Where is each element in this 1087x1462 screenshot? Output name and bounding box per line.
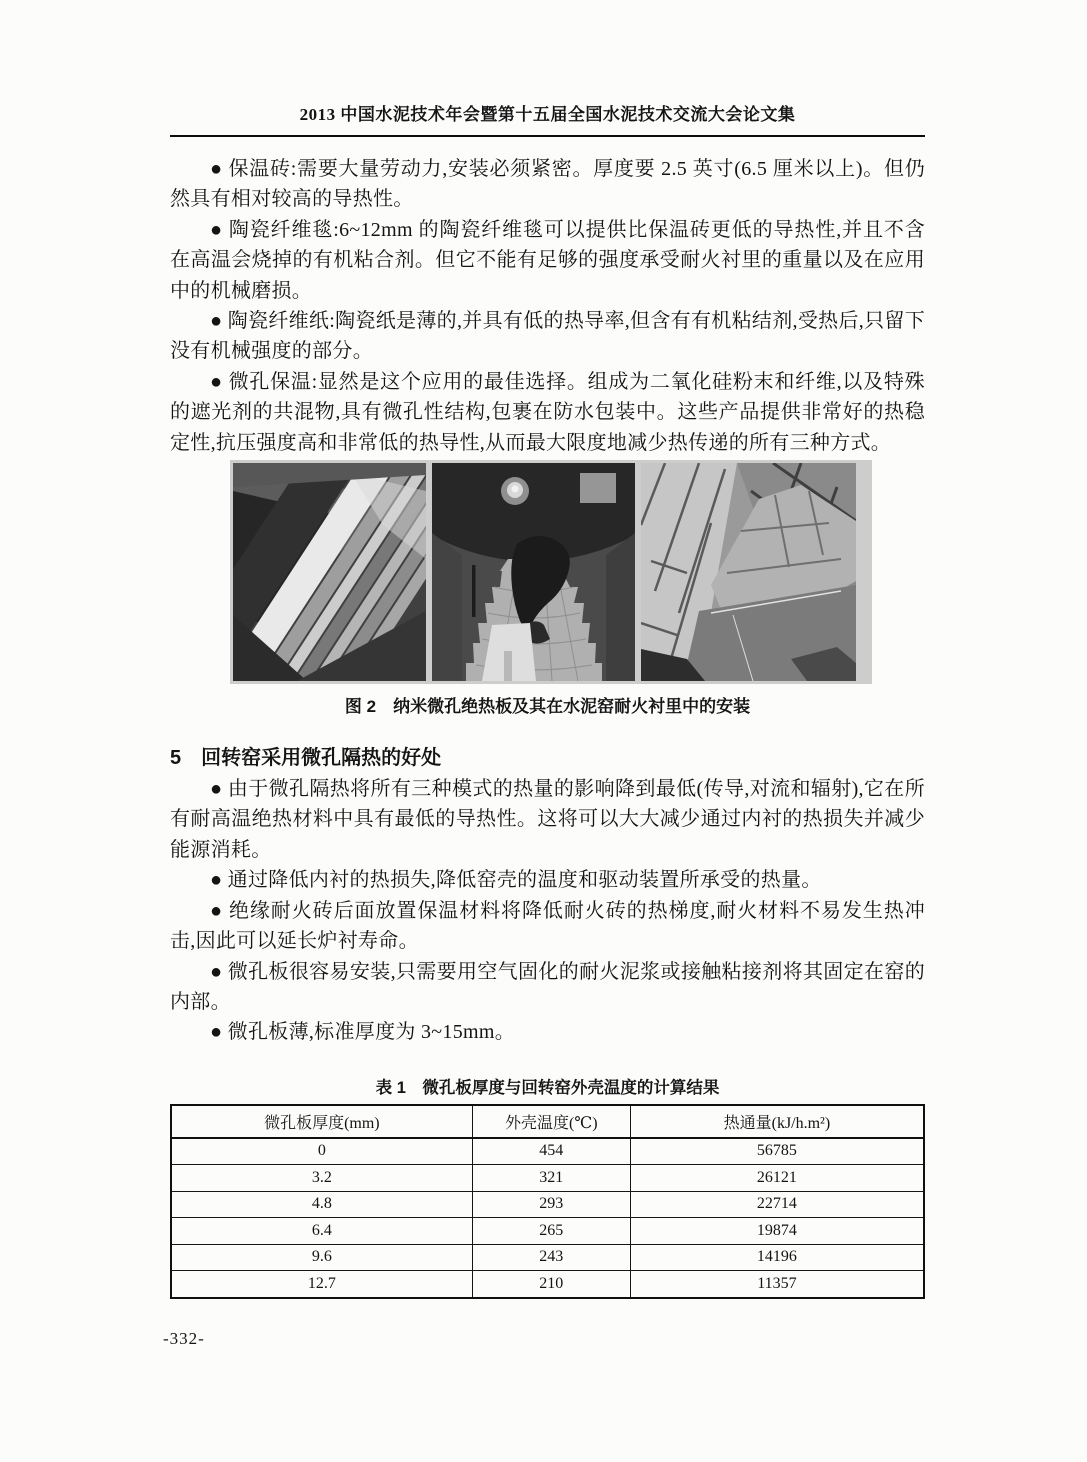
bullet-paragraph-microporous-insulation: ● 微孔保温:显然是这个应用的最佳选择。组成为二氧化硅粉末和纤维,以及特殊的遮光剂的共混物,具有微孔性结构,包裹在防水包装中。这些产品提供非常好的热稳定性,抗压强度高和非常低的热导性,从而最大限度地减少热传递的所有三种方式。 (170, 370, 925, 454)
table-cell: 56785 (630, 1138, 924, 1165)
table-cell: 243 (472, 1244, 630, 1271)
table-row (171, 1271, 924, 1298)
table-row (171, 1218, 924, 1245)
table-row (171, 1244, 924, 1271)
table-cell: 11357 (630, 1271, 924, 1298)
table-1-caption: 表 1 微孔板厚度与回转窑外壳温度的计算结果 (375, 1078, 720, 1097)
table-cell: 321 (472, 1165, 630, 1192)
table-cell: 12.7 (171, 1271, 472, 1298)
table-row (171, 1138, 924, 1165)
bullet-paragraph-lower-shell-temperature: ● 通过降低内衬的热损失,降低窑壳的温度和驱动装置所承受的热量。 (210, 869, 822, 892)
insulation-boards-photo (233, 463, 426, 681)
table-header-thickness: 微孔板厚度(mm) (171, 1105, 472, 1138)
header-rule (170, 135, 925, 137)
table-cell: 19874 (630, 1218, 924, 1245)
figure-2-photo-strip (230, 460, 872, 684)
table-cell: 454 (472, 1138, 630, 1165)
refractory-brick-lining-photo (641, 463, 856, 681)
results-table (170, 1104, 925, 1299)
table-row (171, 1191, 924, 1218)
table-cell: 14196 (630, 1244, 924, 1271)
table-header-heat-flux: 热通量(kJ/h.m²) (630, 1105, 924, 1138)
figure-2-caption: 图 2 纳米微孔绝热板及其在水泥窑耐火衬里中的安装 (344, 697, 751, 717)
table-cell: 3.2 (171, 1165, 472, 1192)
table-cell: 9.6 (171, 1244, 472, 1271)
bullet-paragraph-lowest-conductivity: ● 由于微孔隔热将所有三种模式的热量的影响降到最低(传导,对流和辐射),它在所有耐高温绝热材料中具有最低的导热性。这将可以大大减少通过内衬的热损失并减少能源消耗。 (170, 778, 925, 861)
kiln-lining-installation-photo (432, 463, 635, 681)
table-cell: 265 (472, 1218, 630, 1245)
table-cell: 6.4 (171, 1218, 472, 1245)
table-cell: 4.8 (171, 1191, 472, 1218)
section-5-paragraphs (170, 774, 925, 1048)
table-cell: 293 (472, 1191, 630, 1218)
table-cell: 0 (171, 1138, 472, 1165)
intro-paragraphs (170, 154, 925, 458)
table-header-shell-temperature: 外壳温度(℃) (472, 1105, 630, 1138)
table-cell: 210 (472, 1271, 630, 1298)
bullet-paragraph-ceramic-fiber-blanket: ● 陶瓷纤维毯:6~12mm 的陶瓷纤维毯可以提供比保温砖更低的导热性,并且不含在高温会烧掉的有机粘合剂。但它不能有足够的强度承受耐火衬里的重量以及在应用中的机械磨损。 (170, 218, 925, 302)
page-content (163, 0, 925, 1349)
table-cell: 26121 (630, 1165, 924, 1192)
table-cell: 22714 (630, 1191, 924, 1218)
bullet-paragraph-insulating-brick: ● 保温砖:需要大量劳动力,安装必须紧密。厚度要 2.5 英寸(6.5 厘米以上)。但仍然具有相对较高的导热性。 (170, 158, 925, 211)
table-header-row (171, 1105, 924, 1138)
proceedings-header-title: 2013 中国水泥技术年会暨第十五届全国水泥技术交流大会论文集 (299, 105, 796, 124)
bullet-paragraph-ceramic-fiber-paper: ● 陶瓷纤维纸:陶瓷纸是薄的,并具有低的热导率,但含有有机粘结剂,受热后,只留下没有机械强度的部分。 (170, 310, 925, 363)
bullet-paragraph-easy-installation: ● 微孔板很容易安装,只需要用空气固化的耐火泥浆或接触粘接剂将其固定在窑的内部。 (170, 960, 925, 1013)
table-row (171, 1165, 924, 1192)
section-5-heading: 5 回转窑采用微孔隔热的好处 (170, 747, 442, 770)
page-number: -332- (163, 1328, 205, 1348)
bullet-paragraph-thermal-gradient: ● 绝缘耐火砖后面放置保温材料将降低耐火砖的热梯度,耐火材料不易发生热冲击,因此可以延长炉衬寿命。 (170, 899, 925, 953)
bullet-paragraph-thin-boards: ● 微孔板薄,标准厚度为 3~15mm。 (210, 1021, 516, 1044)
